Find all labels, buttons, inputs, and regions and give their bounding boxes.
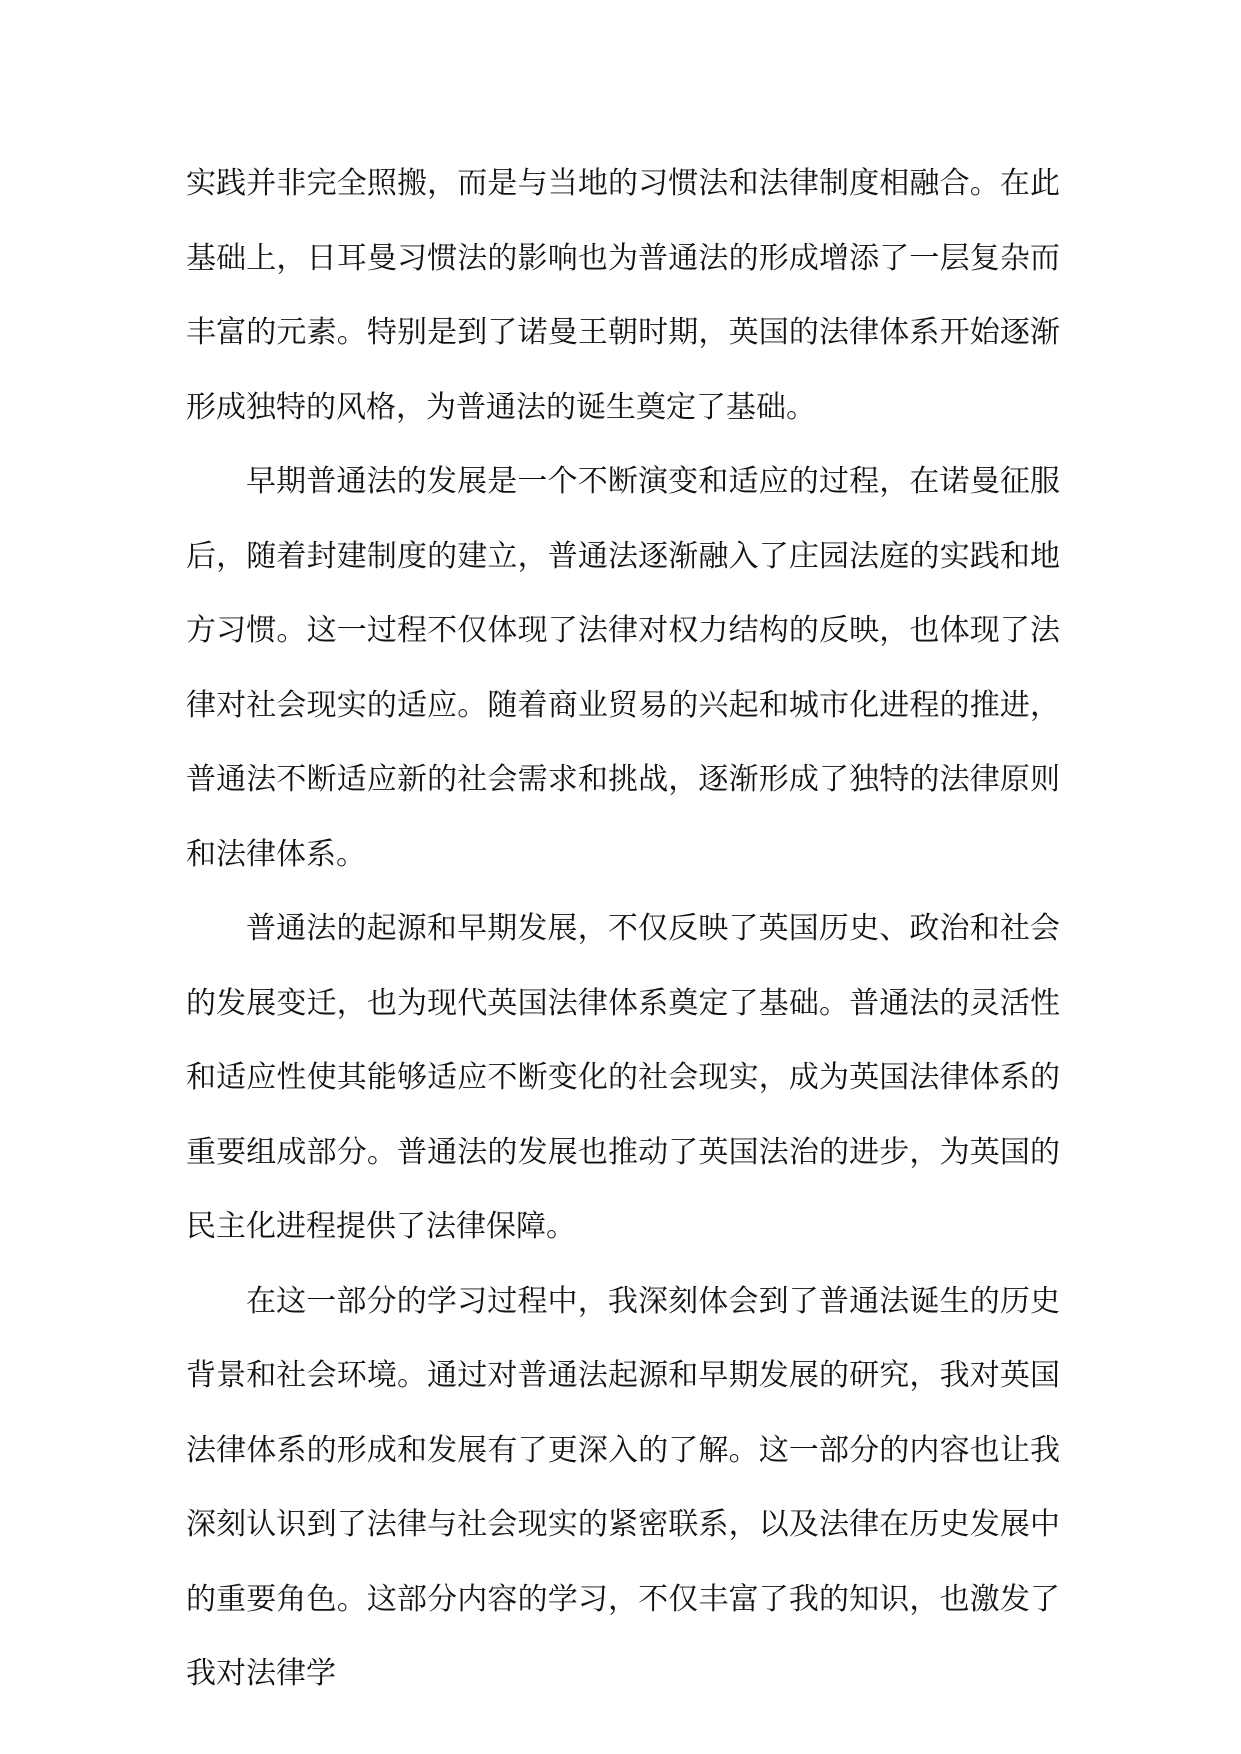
paragraph: 普通法的起源和早期发展，不仅反映了英国历史、政治和社会的发展变迁，也为现代英国法律体系奠定了基础。普通法的灵活性和适应性使其能够适应不断变化的社会现实，成为英国法律体系的重要组成部分。普通法的发展也推动了英国法治的进步，为英国的民主化进程提供了法律保障。 bbox=[186, 911, 1060, 1244]
paragraph: 早期普通法的发展是一个不断演变和适应的过程，在诺曼征服后，随着封建制度的建立，普通法逐渐融入了庄园法庭的实践和地方习惯。这一过程不仅体现了法律对权力结构的反映，也体现了法律对社会现实的适应。随着商业贸易的兴起和城市化进程的推进，普通法不断适应新的社会需求和挑战，逐渐形成了独特的法律原则和法律体系。 bbox=[186, 464, 1060, 872]
document-body bbox=[186, 147, 1060, 1712]
paragraph: 在这一部分的学习过程中，我深刻体会到了普通法诞生的历史背景和社会环境。通过对普通法起源和早期发展的研究，我对英国法律体系的形成和发展有了更深入的了解。这一部分的内容也让我深刻认识到了法律与社会现实的紧密联系，以及法律在历史发展中的重要角色。这部分内容的学习，不仅丰富了我的知识，也激发了我对法律学 bbox=[186, 1283, 1060, 1691]
paragraph-continued: 实践并非完全照搬，而是与当地的习惯法和法律制度相融合。在此基础上，日耳曼习惯法的影响也为普通法的形成增添了一层复杂而丰富的元素。特别是到了诺曼王朝时期，英国的法律体系开始逐渐形成独特的风格，为普通法的诞生奠定了基础。 bbox=[186, 166, 1060, 425]
